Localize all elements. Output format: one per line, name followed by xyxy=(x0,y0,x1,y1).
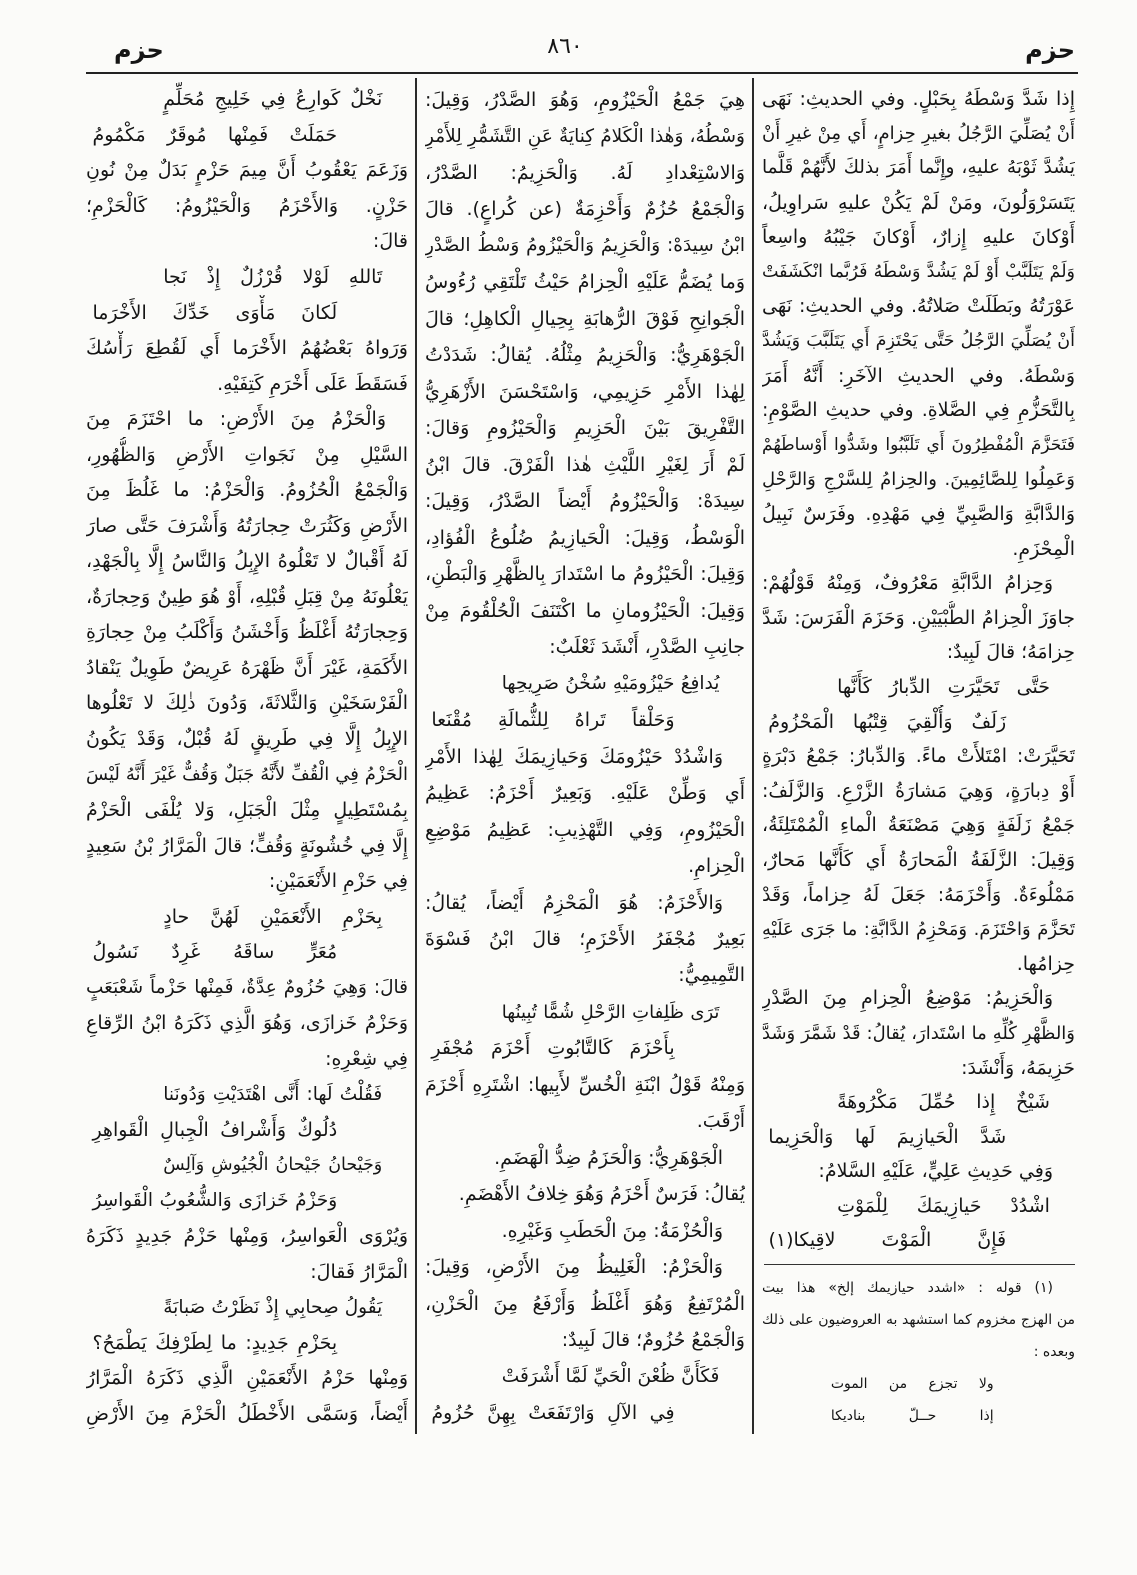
verse-line xyxy=(762,1224,1075,1259)
text-line xyxy=(762,186,1075,221)
line-text: وَالْحَزْمُ: الْغَلِيظُ مِنَ الأَرْضِ، وَقِيلَ: xyxy=(425,1256,723,1279)
verse-line xyxy=(425,666,745,702)
verse-line xyxy=(425,994,745,1030)
verse-line xyxy=(425,1031,745,1067)
line-text: جَمْعُ زَلَفَةٍ وَهِيَ مَصْنَعَةُ الْماءِ الْمُمْتَلِئَةُ، xyxy=(762,814,1075,837)
text-line xyxy=(762,878,1075,913)
line-text: مَمْلُوءَةٌ. وَأَحْزَمَهُ: جَعَلَ لَهُ حِزاماً، وَقَدْ xyxy=(762,883,1075,906)
footnote xyxy=(762,1272,1075,1432)
line-text: بَعِيرٌ مُجْفَرُ الأَحْزَمِ؛ قالَ ابْنُ فَسْوَةَ xyxy=(425,927,745,950)
text-line xyxy=(762,428,1075,463)
line-text: من الهزج مخزوم كما استشهد به العروضيون على ذلك xyxy=(762,1311,1075,1328)
line-text: أَوْ دِبارَةٍ، وَهِيَ مَشارَةُ الزَّرْعِ. وَالزَّلَفُ: xyxy=(762,779,1075,802)
text-line xyxy=(762,463,1075,498)
verse-line xyxy=(86,935,408,971)
text-line xyxy=(425,1213,745,1249)
verse-line xyxy=(425,1395,745,1431)
line-text: يَعْلُونَهُ مِنْ قِبَلِ قُبْلِهِ، أَوْ هُوَ طِينٌ وَحِجارَةٌ، xyxy=(86,585,408,608)
text-line xyxy=(762,1304,1075,1336)
line-text: جانِبِ الصَّدْرِ، أَنْشَدَ ثَعْلَبٌ: xyxy=(549,636,745,659)
verse-line xyxy=(762,705,1075,740)
line-text: الْجَوانِحِ فَوْقَ الرُّهابَةِ بِحِيالِ الْكاهِلِ؛ قالَ xyxy=(425,307,745,330)
line-text: الْوَسْطُ، وَقِيلَ: الْحَيازِيمُ ضُلُوعُ الْفُؤادِ، xyxy=(425,526,745,549)
line-text: حِزامُها. xyxy=(1016,952,1075,975)
verse-text: دُلُوكٌ وَأَشْرافُ الْجِبالِ الْقَواهِرِ xyxy=(92,1118,338,1141)
text-line xyxy=(762,601,1075,636)
text-line xyxy=(86,1361,408,1397)
verse-line xyxy=(86,1326,408,1362)
text-line xyxy=(425,155,745,191)
line-text: وَرَواهُ بَعْضُهُمُ الأَخْرَما أَي لَقُطِعَ رَأْسُكَ xyxy=(86,337,408,360)
text-line xyxy=(425,337,745,373)
line-text: وَالْجَمْعُ حُزُمٌ وَأَحْزِمَةٌ (عن كُراعٍ). قالَ xyxy=(425,198,745,221)
text-line xyxy=(86,366,408,402)
verse-line xyxy=(762,1085,1075,1120)
verse-line xyxy=(425,1359,745,1395)
text-line xyxy=(86,793,408,829)
line-text: الْجَوْهَرِيُّ: وَالْحَزِيمُ مِثْلُهُ. يُقالُ: شَدَدْتُ xyxy=(425,344,745,367)
text-line xyxy=(425,118,745,154)
verse-text: إذا حــلّ بناديكا xyxy=(830,1407,994,1424)
text-line xyxy=(425,1322,745,1358)
column-middle xyxy=(425,82,745,1432)
line-text: وَما يُضَمُّ عَلَيْهِ الْحِزامُ حَيْثُ تَلْتَقِي رُءُوسُ xyxy=(425,271,745,294)
column-right xyxy=(762,82,1075,1258)
text-line xyxy=(86,970,408,1006)
text-line xyxy=(86,437,408,473)
verse-text: بِحَزْمِ الأَنْعَمَيْنِ لَهُنَّ حادٍ xyxy=(163,905,383,928)
text-line xyxy=(762,566,1075,601)
line-text: قالَ: xyxy=(372,230,408,253)
line-text: أَنْ يُصَلِّيَ الرَّجُلُ حَتَّى يَحْتَزِمَ أَي يَتَلَبَّبَ وَيَشُدَّ xyxy=(762,330,1075,351)
text-line xyxy=(425,82,745,118)
text-line xyxy=(86,686,408,722)
text-line xyxy=(86,1219,408,1255)
verse-text: حَمَلَتْ فَمِنْها مُوقَرٌ مَكْمُومُ xyxy=(92,123,338,146)
text-line xyxy=(425,191,745,227)
line-text: قالَ: وَهِيَ حُزُومٌ عِدَّةٌ، فَمِنْها حَزْماً شَعْبَعَبٍ xyxy=(86,976,408,998)
text-line xyxy=(425,301,745,337)
verse-text: نَخْلٌ كَوارِعُ فِي خَلِيجِ مُحَلِّمٍ xyxy=(163,88,383,111)
line-text: حَزِيمَهُ، وَأَنْشَدَ: xyxy=(961,1056,1075,1079)
verse-text: يُدافِعُ حَيْزُومَيْهِ سُخْنُ صَرِيحِها xyxy=(501,672,720,694)
text-line xyxy=(762,808,1075,843)
text-line xyxy=(86,402,408,438)
line-text: لِهٰذا الأَمْرِ حَزِيمِي، وَاسْتَحْسَنَ الأَزْهَرِيُّ xyxy=(425,380,745,403)
verse-line xyxy=(86,1077,408,1113)
line-text: وَالْجَمْعُ حُزُومٌ؛ قالَ لَبِيدٌ: xyxy=(561,1329,745,1352)
text-line xyxy=(762,981,1075,1016)
text-line xyxy=(86,864,408,900)
text-line xyxy=(86,544,408,580)
verse-line xyxy=(762,1189,1075,1224)
verse-text: فَكَأَنَّ ظُعْنَ الْحَيِّ لَمَّا أَشْرَفَتْ xyxy=(501,1366,720,1388)
text-line xyxy=(425,1250,745,1286)
verse-text: لَكانَ مَأْوَى خَدِّكَ الأَخْرَما xyxy=(92,301,338,324)
text-line xyxy=(86,1006,408,1042)
line-text: الأَرْضِ وَكَثُرَتْ حِجارَتُهُ وَأَشْرَفَ حَتَّى صارَ xyxy=(86,514,408,537)
text-line xyxy=(86,1397,408,1433)
line-text: إِذا شَدَّ وَسْطَهُ بِحَبْلٍ. وفي الحديثِ: نَهَى xyxy=(762,87,1075,110)
text-line xyxy=(762,324,1075,359)
line-text: يَشُدَّ ثَوْبَهُ عليهِ، وإِنَّما أَمَرَ بذلكَ لأَنَّهُمْ قَلَّما xyxy=(762,157,1075,179)
line-text: وَالدَّابَّةِ وَالصَّبِيِّ فِي مَهْدِهِ. وفَرَسٌ نَبِيلُ xyxy=(762,503,1075,526)
text-line xyxy=(425,629,745,665)
text-line xyxy=(86,651,408,687)
line-text: السَّيْلِ مِنْ نَجَواتِ الأَرْضِ وَالظُّهُورِ، xyxy=(86,443,408,466)
line-text: إِلَّا فِي خُشُونَةٍ وَقُفٍّ؛ قالَ الْمَرَّارُ بْنُ سَعِيدٍ xyxy=(86,834,408,857)
text-line xyxy=(762,1016,1075,1051)
line-text: أَي وَطِّنْ عَلَيْهِ. وَبَعِيرٌ أَحْزَمُ: عَظِيمُ xyxy=(425,782,745,805)
text-line xyxy=(86,473,408,509)
line-text: فِي حَزْمِ الأَنْعَمَيْنِ: xyxy=(268,870,408,893)
verse-text: حَتَّى تَحَيَّرَتِ الدِّبارُ كَأَنَّها xyxy=(837,675,1050,698)
line-text: وَيُرْوَى الْعَواسِرُ، وَمِنْها حَزْمُ جَدِيدٍ ذَكَرَهُ xyxy=(86,1225,408,1248)
text-line xyxy=(762,947,1075,982)
line-text: الأَكَمَةِ، غَيْرَ أَنَّ ظَهْرَهُ عَرِيضٌ طَوِيلٌ يَنْقادُ xyxy=(86,656,408,679)
verse-line xyxy=(86,295,408,331)
line-text: وَزَعَمَ يَعْقُوبُ أَنَّ مِيمَ حَزْمٍ بَدَلٌ مِنْ نُونِ xyxy=(86,159,408,182)
text-line xyxy=(762,774,1075,809)
text-line xyxy=(86,224,408,260)
text-line xyxy=(425,1286,745,1322)
line-text: (١) قوله : «اشدد حيازيمك إلخ» هذا بيت xyxy=(762,1279,1053,1296)
text-line xyxy=(425,483,745,519)
verse-line xyxy=(762,1400,1075,1432)
verse-text: فَقُلْتُ لَها: أَنَّى اهْتَدَيْتِ وَدُونَنا xyxy=(163,1083,383,1105)
line-text: وَالْحَزِيمُ: مَوْضِعُ الْحِزامِ مِنَ الصَّدْرِ xyxy=(762,987,1053,1010)
text-line xyxy=(425,447,745,483)
line-text: جاوَزَ الْحِزامُ الطُّبْيَيْنِ. وَحَزَمَ الْفَرَسَ: شَدَّ xyxy=(762,606,1075,629)
line-text: وَعَمِلُوا لِلصَّائِمِينَ. والحِزامُ لِلسَّرْجِ وَالرَّحْلِ xyxy=(762,469,1075,491)
verse-text: اشْدُدْ حَيازِيمَكَ لِلْمَوْتِ xyxy=(837,1194,1050,1217)
verse-line xyxy=(86,82,408,118)
text-line xyxy=(86,615,408,651)
text-line xyxy=(762,497,1075,532)
line-text: وبعده : xyxy=(1033,1343,1075,1360)
line-text: الْجَوْهَرِيُّ: وَالْحَزَمُ ضِدُّ الْهَضَمِ. xyxy=(494,1146,723,1169)
verse-text: شَدَّ الْحَيازِيمَ لَها وَالْحَزِيما xyxy=(768,1125,1007,1148)
line-text: بِمُسْتَطِيلٍ مِثْلَ الْجَبَلِ، وَلا يُلْفَى الْحَزْمُ xyxy=(86,798,408,821)
text-line xyxy=(762,82,1075,117)
line-text: ابْنُ سِيدَهْ: وَالْحَزِيمُ وَالْحَيْزُومُ وَسْطُ الصَّدْرِ xyxy=(425,235,745,257)
line-text: الْحَزْمُ فِي الْقُفِّ لأَنَّهُ جَبَلٌ وَقُفٌّ غَيْرَ أَنَّهُ لَيْسَ xyxy=(86,764,408,786)
text-line xyxy=(762,636,1075,671)
verse-line xyxy=(762,670,1075,705)
line-text: أَرْقَبَ. xyxy=(696,1110,745,1133)
running-head-right: حزم xyxy=(1025,36,1075,64)
verse-text: بِأَحْزَمَ كَالتَّابُوتِ أَحْزَمَ مُجْفَرِ xyxy=(431,1037,675,1060)
line-text: وَقِيلَ: الْحَيْزُومُ ما اسْتَدارَ بِالظَّهْرِ وَالْبَطْنِ، xyxy=(425,563,745,586)
text-line xyxy=(86,153,408,189)
text-line xyxy=(762,1051,1075,1086)
text-line xyxy=(762,359,1075,394)
line-text: الْمَرَّارُ فَقالَ: xyxy=(310,1260,408,1283)
verse-text: فِي الآلِ وَارْتَفَعَتْ بِهِنَّ حُزُومُ xyxy=(431,1402,675,1425)
text-line xyxy=(425,520,745,556)
header-rule xyxy=(86,72,1078,74)
line-text: التَّمِيمِيُّ: xyxy=(678,964,745,987)
text-line xyxy=(86,828,408,864)
text-line xyxy=(425,593,745,629)
line-text: تَحَيَّرَتْ: امْتَلأَتْ ماءً. وَالدِّبارُ: جَمْعُ دَبْرَةٍ xyxy=(762,745,1075,768)
verse-text: بِحَزْمِ جَدِيدٍ: ما لِطَرْفِكَ يَطْمَحُ؟ xyxy=(92,1331,338,1354)
line-text: فَسَقَطَ عَلَى أَخْرَمِ كَتِفَيْهِ. xyxy=(217,372,408,395)
verse-line xyxy=(86,899,408,935)
verse-text: فَإِنَّ الْمَوْتَ لاقِيكا(١) xyxy=(768,1229,1007,1252)
verse-line xyxy=(86,260,408,296)
line-text: بِالتَّحَزُّمِ فِي الصَّلاةِ. وفي حديثِ الصَّوْمِ: xyxy=(762,399,1075,422)
text-line xyxy=(86,189,408,225)
line-text: وَسْطَهُ. وفي الحديثِ الآخَرِ: أَنَّهُ أَمَرَ xyxy=(762,364,1075,387)
line-text: وَالْحُزْمَةُ: مِنَ الْحَطَبِ وَغَيْرِهِ. xyxy=(501,1219,723,1242)
verse-text: تَرَى ظَلِفاتِ الرَّحْلِ شُمًّا تُبِينُها xyxy=(501,1001,720,1023)
text-line xyxy=(762,255,1075,290)
text-line xyxy=(425,228,745,264)
line-text: وَالْحَزْمُ مِنَ الأَرْضِ: ما احْتَزَمَ مِنَ xyxy=(86,408,386,431)
text-line xyxy=(86,508,408,544)
line-text: وَقِيلَ: الْحَيْزُومانِ ما اكْتَنَفَ الْحُلْقُومَ مِنْ xyxy=(425,599,745,622)
text-line xyxy=(425,556,745,592)
column-divider-left xyxy=(415,78,417,1434)
text-line xyxy=(86,579,408,615)
text-line xyxy=(762,1154,1075,1189)
text-line xyxy=(425,1067,745,1103)
verse-text: مُعَرٍّ ساقَهُ غَرِدٌ نَسُولُ xyxy=(92,941,338,964)
text-line xyxy=(762,151,1075,186)
line-text: هِيَ جَمْعُ الْحَيْزُومِ، وَهُوَ الصَّدْرُ، وَقِيلَ: xyxy=(425,88,745,111)
text-line xyxy=(425,1140,745,1176)
line-text: وَمِنْها حَزْمُ الأَنْعَمَيْنِ الَّذِي ذَكَرَهُ الْمَرَّارُ xyxy=(86,1367,408,1390)
text-line xyxy=(762,532,1075,567)
line-text: وَقِيلَ: الزَّلَفَةُ الْمَحارَةُ أَي كَأَنَّها مَحارٌ، xyxy=(762,848,1075,871)
verse-line xyxy=(762,1120,1075,1155)
line-text: وَمِنْهُ قَوْلُ ابْنَةِ الْخُسِّ لأَبِيها: اشْتَرِهِ أَحْزَمَ xyxy=(425,1073,745,1096)
text-line xyxy=(86,757,408,793)
line-text: التَّفْرِيقَ بَيْنَ الْحَزِيمِ وَالْحَيْزُومِ وَقالَ: xyxy=(425,417,745,440)
text-line xyxy=(762,739,1075,774)
line-text: يَتَسَرْوَلُونَ، ومَنْ لَمْ يَكُنْ عليهِ سَراوِيلُ، xyxy=(762,191,1075,214)
verse-text: ولا تجزع من الموت xyxy=(830,1375,994,1392)
verse-line xyxy=(86,1148,408,1184)
line-text: الإِبِلُ إِلَّا فِي طَرِيقٍ لَهُ قُبْلٌ، وَقَدْ يَكُونُ xyxy=(86,727,408,750)
verse-text: وَحَزْمُ خَزازَى وَالشُّعُوبُ الْقَواسِرُ xyxy=(92,1190,338,1212)
line-text: يُقالُ: فَرَسٌ أَحْزَمُ وَهُوَ خِلافُ الأَهْضَمِ. xyxy=(458,1183,745,1206)
line-text: حَزْنٍ. وَالأَحْزَمُ وَالْحَيْزُومُ: كَالْحَزْمِ؛ xyxy=(86,194,408,217)
verse-text: وَحَلْقاً تَراهُ لِلثُّمالَةِ مُقْنَعا xyxy=(431,709,675,732)
line-text: فَتَحَزَّمَ الْمُفْطِرُونَ أَي تَلَبَّبُوا وشَدُّوا أَوْساطَهُمْ xyxy=(762,435,1075,456)
line-text: وَالْجَمْعُ الْحُزُومُ. وَالْحَزْمُ: ما غَلُظَ مِنَ xyxy=(86,479,408,502)
verse-line xyxy=(86,1112,408,1148)
text-line xyxy=(425,812,745,848)
verse-text: تَاللهِ لَوْلا قُرْزُلٌ إِذْ نَجا xyxy=(163,266,383,289)
text-line xyxy=(425,775,745,811)
line-text: الْحَيْزُومِ، وَفِي التَّهْذِيبِ: عَظِيمُ مَوْضِعِ xyxy=(425,818,745,841)
line-text: فِي شِعْرِهِ: xyxy=(325,1047,408,1070)
line-text: عَوْرَتُهُ وبَطَلَتْ صَلاتُهُ. وفي الحديثِ: نَهَى xyxy=(762,295,1075,318)
line-text: وَحِزامُ الدَّابَّةِ مَعْرُوفٌ، وَمِنْهُ قَوْلُهُمْ: xyxy=(762,572,1053,595)
line-text: وَالظَّهْرِ كُلِّهِ ما اسْتَدارَ، يُقالُ: قَدْ شَمَّرَ وَشَدَّ xyxy=(762,1022,1075,1044)
line-text: وَاشْدُدْ حَيْزُومَكَ وَحَيازِيمَكَ لِهٰذا الأَمْرِ xyxy=(425,745,723,768)
text-line xyxy=(762,290,1075,325)
text-line xyxy=(762,1336,1075,1368)
column-left xyxy=(86,82,408,1432)
line-text: لَمْ أَرَ لِغَيْرِ اللَّيْثِ هٰذا الْفَرْقَ. قالَ ابْنُ xyxy=(425,453,745,476)
line-text: الْمِحْزَمِ. xyxy=(1012,537,1075,560)
line-text: وَفِي حَدِيثِ عَلِيٍّ، عَلَيْهِ السَّلامُ: xyxy=(818,1160,1053,1183)
text-line xyxy=(425,958,745,994)
line-text: الْفَرْسَخَيْنِ وَالثَّلاثَةَ، وَدُونَ ذٰلِكَ لا تَعْلُوها xyxy=(86,692,408,715)
line-text: الْحِزامِ. xyxy=(688,855,745,878)
line-text: وَحَزْمُ خَزازَى، وَهُوَ الَّذِي ذَكَرَهُ ابْنُ الرِّقاعِ xyxy=(86,1012,408,1035)
text-line xyxy=(86,1255,408,1291)
line-text: أَيْضاً، وَسَمَّى الأَخْطَلُ الْحَزْمَ مِنَ الأَرْضِ xyxy=(86,1403,408,1426)
text-line xyxy=(425,410,745,446)
line-text: وَالاسْتِعْدادِ لَهُ. وَالْحَزِيمُ: الصَّدْرُ، xyxy=(425,161,745,184)
text-line xyxy=(425,1104,745,1140)
verse-line xyxy=(762,1368,1075,1400)
line-text: أَنْ يُصَلِّيَ الرَّجُلُ بغيرِ حِزامٍ، أَي مِنْ غيرِ أَنْ xyxy=(762,123,1075,145)
text-line xyxy=(86,722,408,758)
line-text: أَوْكانَ عليهِ إِزارٌ، أَوْكانَ جَيْبُهُ واسِعاً xyxy=(762,226,1075,249)
text-line xyxy=(86,1041,408,1077)
text-line xyxy=(762,220,1075,255)
line-text: وَحِجارَتُهُ أَغْلَظُ وَأَخْشَنُ وَأَكْلَبُ مِنْ حِجارَةِ xyxy=(86,621,408,644)
line-text: حِزامَهُ؛ قالَ لَبِيدٌ: xyxy=(946,641,1075,664)
text-line xyxy=(425,885,745,921)
text-line xyxy=(762,117,1075,152)
running-head-left: حزم xyxy=(114,36,164,64)
text-line xyxy=(762,843,1075,878)
page-number: ٨٦٠ xyxy=(547,34,583,59)
verse-line xyxy=(86,1183,408,1219)
line-text: وَسْطُهُ، وَهٰذا الْكَلامُ كِنايَةٌ عَنِ التَّشَمُّرِ لِلأَمْرِ xyxy=(425,125,745,147)
text-line xyxy=(425,739,745,775)
line-text: سِيدَهْ: وَالْحَيْزُومُ أَيْضاً الصَّدْرُ، وَقِيلَ: xyxy=(425,490,745,513)
text-line xyxy=(425,1177,745,1213)
footnote-rule xyxy=(764,1264,1075,1265)
verse-line xyxy=(425,702,745,738)
column-divider-right xyxy=(752,78,754,1434)
text-line xyxy=(86,331,408,367)
line-text: الْمُرْتَفِعُ وَهُوَ أَغْلَظُ وَأَرْفَعُ مِنَ الْحَزْنِ، xyxy=(425,1292,745,1315)
line-text: تَحَزَّمَ وَاحْتَزَمَ. وَمَحْزِمُ الدَّابَّةِ: ما جَرَى عَلَيْهِ xyxy=(762,918,1075,940)
text-line xyxy=(425,374,745,410)
verse-text: شَيْخٌ إِذا حُمِّلَ مَكْرُوهَةً xyxy=(837,1091,1050,1114)
verse-line xyxy=(86,118,408,154)
verse-text: زَلَفٌ وَأُلْقِيَ قِتْبُها الْمَحْزُومُ xyxy=(768,710,1007,733)
line-text: وَلَمْ يَتَلَبَّبْ أَوْ لَمْ يَشُدَّ وَسْطَهُ فَرُبَّما انْكَشَفَتْ xyxy=(762,261,1075,282)
text-line xyxy=(425,264,745,300)
verse-text: وَجَيْحانُ جَيْحانُ الْجُيُوشِ وَآلِسٌ xyxy=(163,1155,383,1176)
text-line xyxy=(762,393,1075,428)
line-text: وَالأَحْزَمُ: هُوَ الْمَحْزِمُ أَيْضاً، يُقالُ: xyxy=(425,891,723,914)
text-line xyxy=(425,848,745,884)
text-line xyxy=(425,921,745,957)
text-line xyxy=(762,1272,1075,1304)
line-text: لَهُ أَقْبالٌ لا تَعْلُوهُ الإِبِلُ وَالنَّاسُ إِلَّا بِالْجَهْدِ، xyxy=(86,550,408,573)
verse-text: يَقُولُ صِحابِي إِذْ نَظَرْتُ صَبابَةً xyxy=(163,1296,383,1318)
text-line xyxy=(762,912,1075,947)
verse-line xyxy=(86,1290,408,1326)
